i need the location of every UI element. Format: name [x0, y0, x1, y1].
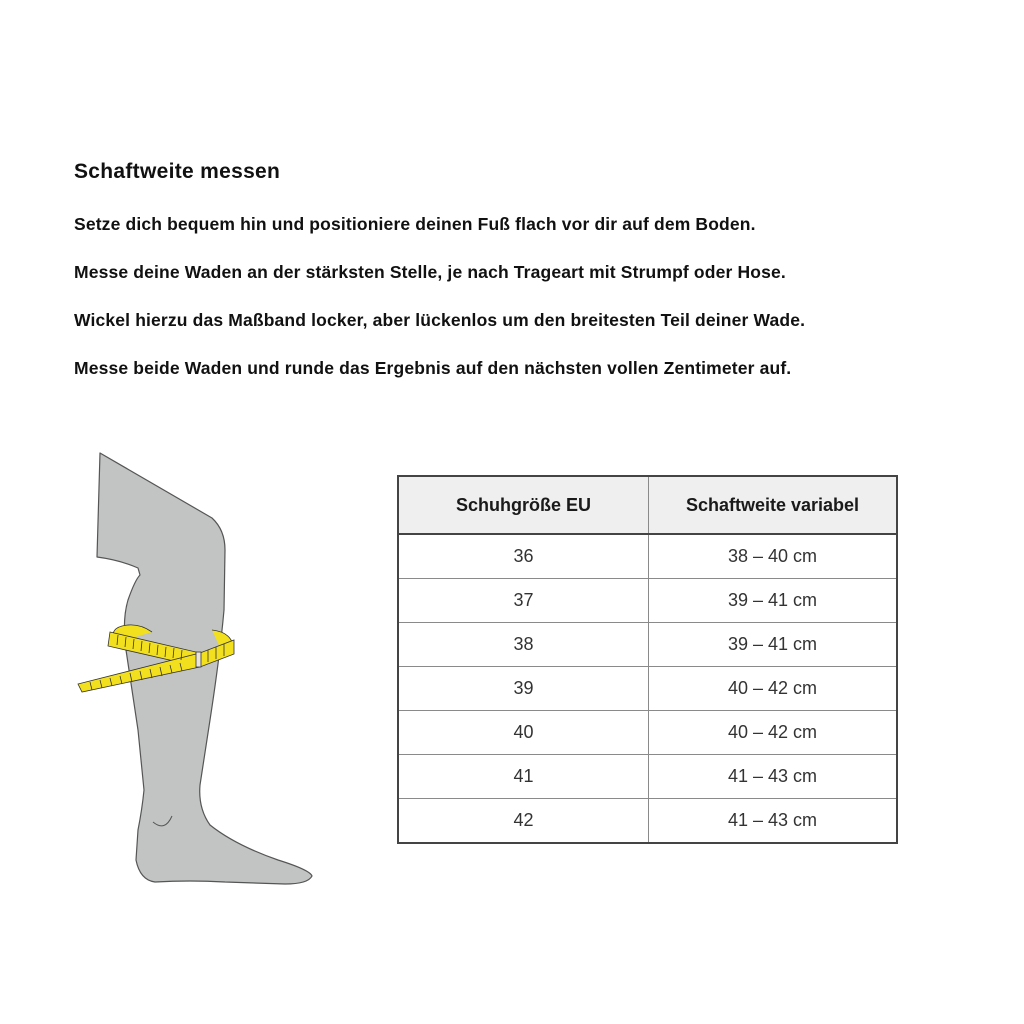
shoe-size-cell: 42 [398, 799, 649, 844]
shoe-size-cell: 37 [398, 579, 649, 623]
header-shoe-size: Schuhgröße EU [398, 476, 649, 534]
shaft-width-cell: 38 – 40 cm [649, 534, 898, 579]
table-row [398, 667, 897, 711]
shaft-width-cell: 41 – 43 cm [649, 755, 898, 799]
table-row [398, 623, 897, 667]
table-header-row [398, 476, 897, 534]
instruction-list [74, 211, 805, 403]
shaft-width-cell: 40 – 42 cm [649, 711, 898, 755]
shaft-width-cell: 40 – 42 cm [649, 667, 898, 711]
header-shaft-width: Schaftweite variabel [649, 476, 898, 534]
instruction-item: Setze dich bequem hin und positioniere deinen Fuß flach vor dir auf dem Boden. [74, 214, 756, 234]
instruction-item: Messe beide Waden und runde das Ergebnis auf den nächsten vollen Zentimeter auf. [74, 358, 792, 378]
shoe-size-cell: 38 [398, 623, 649, 667]
table-row [398, 579, 897, 623]
shaft-width-cell: 39 – 41 cm [649, 623, 898, 667]
shoe-size-cell: 39 [398, 667, 649, 711]
size-table [397, 475, 898, 844]
leg-icon [60, 440, 340, 890]
shaft-width-cell: 39 – 41 cm [649, 579, 898, 623]
table-row [398, 711, 897, 755]
shaft-width-cell: 41 – 43 cm [649, 799, 898, 844]
shoe-size-cell: 40 [398, 711, 649, 755]
leg-measurement-illustration [60, 440, 340, 890]
instruction-item: Messe deine Waden an der stärksten Stelle, je nach Trageart mit Strumpf oder Hose. [74, 262, 786, 282]
page-title: Schaftweite messen [74, 160, 281, 183]
shoe-size-cell: 36 [398, 534, 649, 579]
table-row [398, 799, 897, 844]
table-row [398, 755, 897, 799]
instruction-item: Wickel hierzu das Maßband locker, aber lückenlos um den breitesten Teil deiner Wade. [74, 310, 806, 330]
table-row [398, 534, 897, 579]
shoe-size-cell: 41 [398, 755, 649, 799]
